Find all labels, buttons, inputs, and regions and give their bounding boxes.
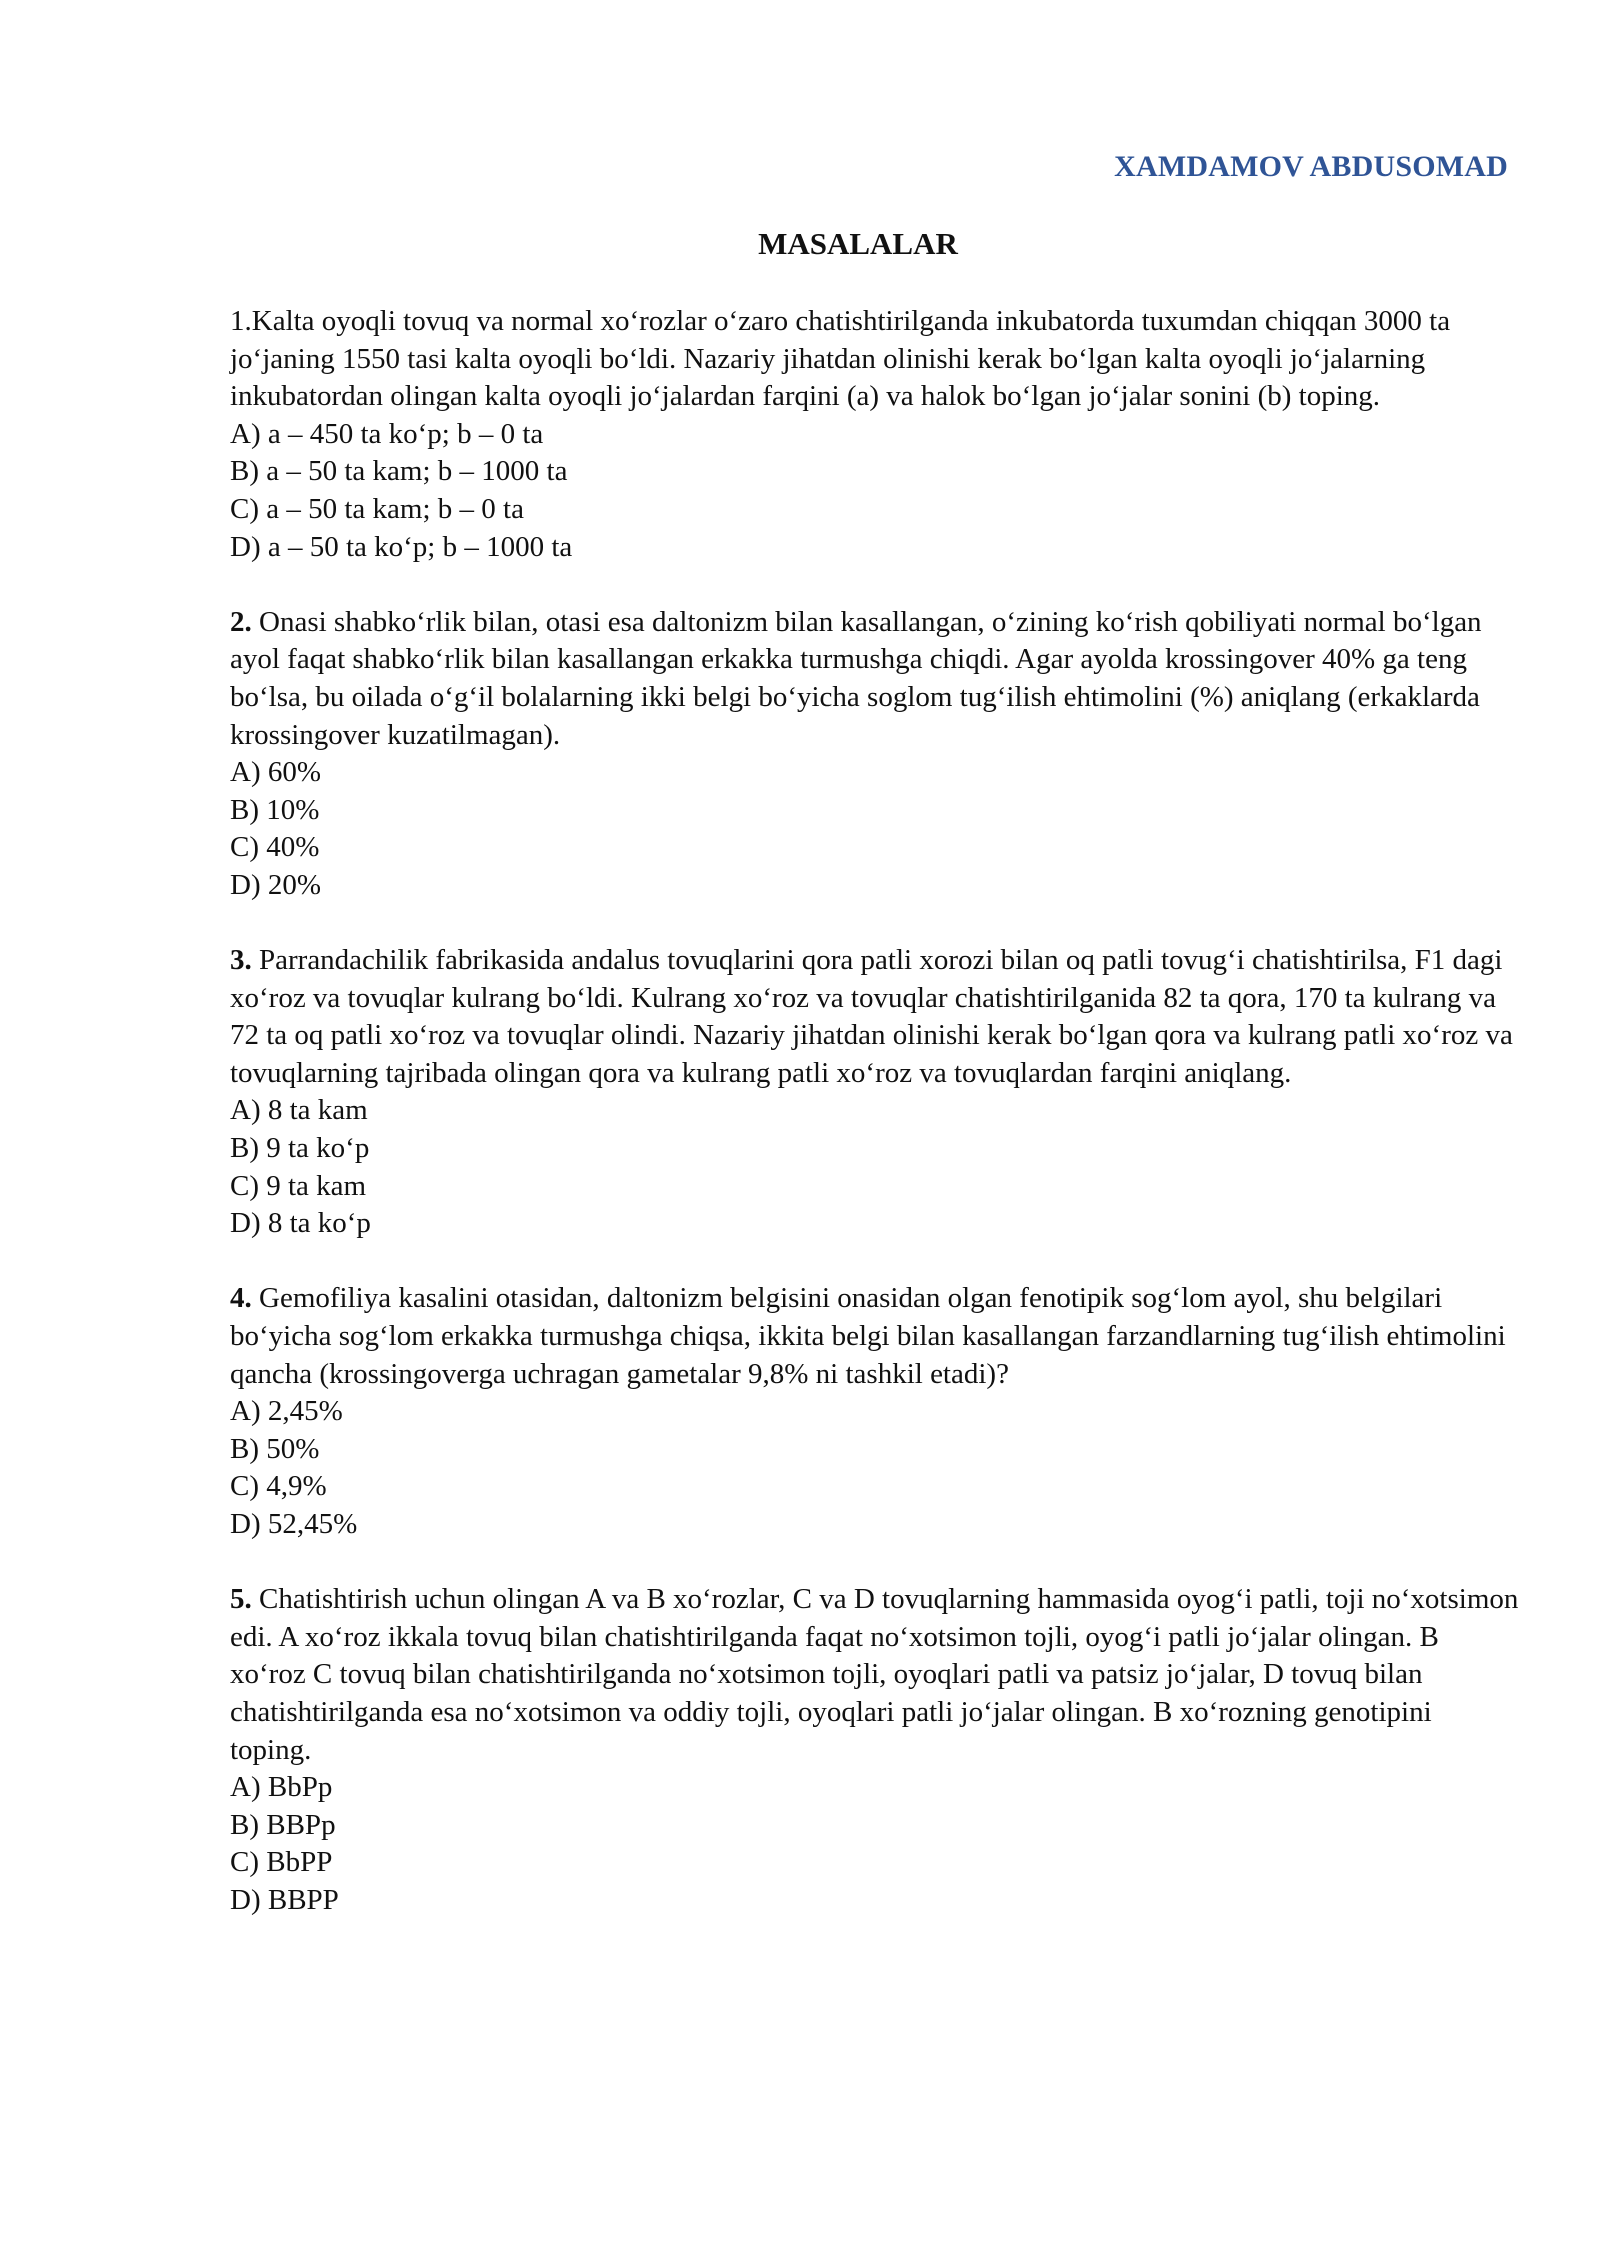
problem-1	[230, 303, 1520, 566]
answer-options	[230, 1092, 1520, 1242]
answer-option-a: A) 60%	[230, 756, 322, 789]
answer-option-b: B) a – 50 ta kam; b – 1000 ta	[230, 455, 568, 488]
answer-options	[230, 416, 1520, 566]
answer-option-a: A) a – 450 ta ko‘p; b – 0 ta	[230, 417, 544, 450]
answer-option-d: D) 8 ta ko‘p	[230, 1207, 371, 1240]
answer-option-c: C) 40%	[230, 831, 320, 864]
problem-question	[230, 1581, 1520, 1769]
problem-3	[230, 942, 1520, 1243]
problem-text: Gemofiliya kasalini otasidan, daltonizm belgisini onasidan olgan fenotipik sog‘lom ayol, shu belgilari bo‘yicha sog‘lom erkakka turmushga chiqsa, ikkita belgi bilan kasallangan farzandlarning tug‘ilish ehtimolini qancha (krossingoverga uchragan gametalar 9,8% ni tashkil etadi)?	[230, 1282, 1506, 1390]
answer-option-d: D) a – 50 ta ko‘p; b – 1000 ta	[230, 530, 573, 563]
problem-text: Kalta oyoqli tovuq va normal xo‘rozlar o‘zaro chatishtirilganda inkubatorda tuxumdan chiqqan 3000 ta jo‘janing 1550 tasi kalta oyoqli bo‘ldi. Nazariy jihatdan olinishi kerak bo‘lgan kalta oyoqli jo‘jalarning inkubatordan olingan kalta oyoqli jo‘jalardan farqini (a) va halok bo‘lgan jo‘jalar sonini (b) toping.	[230, 305, 1451, 413]
answer-option-c: C) a – 50 ta kam; b – 0 ta	[230, 492, 524, 525]
answer-option-c: C) 9 ta kam	[230, 1169, 367, 1202]
answer-option-d: D) BBPP	[230, 1883, 339, 1916]
problem-number: 3.	[230, 944, 252, 977]
problem-5	[230, 1581, 1520, 1919]
problem-number: 4.	[230, 1282, 252, 1315]
answer-option-a: A) 2,45%	[230, 1395, 343, 1428]
problem-question	[230, 1280, 1520, 1393]
problem-text: Parrandachilik fabrikasida andalus tovuqlarini qora patli xorozi bilan oq patli tovug‘i chatishtirilsa, F1 dagi xo‘roz va tovuqlar kulrang bo‘ldi. Kulrang xo‘roz va tovuqlar chatishtirilganida 82 ta qora, 170 ta kulrang va 72 ta oq patli xo‘roz va tovuqlar olindi. Nazariy jihatdan olinishi kerak bo‘lgan qora va kulrang patli xo‘roz va tovuqlarning tajribada olingan qora va kulrang patli xo‘roz va tovuqlardan farqini aniqlang.	[230, 944, 1513, 1089]
answer-option-a: A) 8 ta kam	[230, 1094, 368, 1127]
answer-option-d: D) 20%	[230, 868, 322, 901]
problem-number: 5.	[230, 1583, 252, 1616]
problems-list	[230, 303, 1520, 1957]
problem-text: Onasi shabko‘rlik bilan, otasi esa daltonizm bilan kasallangan, o‘zining ko‘rish qobiliyati normal bo‘lgan ayol faqat shabko‘rlik bilan kasallangan erkakka turmushga chiqdi. Agar ayolda krossingover 40% ga teng bo‘lsa, bu oilada o‘g‘il bolalarning ikki belgi bo‘yicha soglom tug‘ilish ehtimolini (%) aniqlang (erkaklarda krossingover kuzatilmagan).	[230, 605, 1482, 751]
problem-text: Chatishtirish uchun olingan A va B xo‘rozlar, C va D tovuqlarning hammasida oyog‘i patli, toji no‘xotsimon edi. A xo‘roz ikkala tovuq bilan chatishtirilganda faqat no‘xotsimon tojli, oyog‘i patli jo‘jalar olingan. B xo‘roz C tovuq bilan chatishtirilganda no‘xotsimon tojli, oyoqlari patli va patsiz jo‘jalar, D tovuq bilan chatishtirilganda esa no‘xotsimon va oddiy tojli, oyoqlari patli jo‘jalar olingan. B xo‘rozning genotipini toping.	[230, 1583, 1519, 1766]
answer-option-a: A) BbPp	[230, 1771, 333, 1804]
problem-number: 1.	[230, 305, 252, 337]
answer-options	[230, 754, 1520, 904]
answer-option-b: B) 9 ta ko‘p	[230, 1132, 370, 1165]
answer-option-d: D) 52,45%	[230, 1508, 358, 1540]
answer-option-c: C) 4,9%	[230, 1470, 327, 1503]
problem-question	[230, 942, 1520, 1092]
author-name: XAMDAMOV ABDUSOMAD	[1114, 150, 1508, 183]
answer-option-b: B) BBPp	[230, 1808, 336, 1841]
answer-options	[230, 1769, 1520, 1919]
answer-options	[230, 1393, 1520, 1543]
problem-2	[230, 604, 1520, 905]
problem-question	[230, 604, 1520, 754]
answer-option-b: B) 10%	[230, 793, 320, 826]
problem-4	[230, 1280, 1520, 1543]
page-title: MASALALAR	[758, 226, 958, 261]
problem-number: 2.	[230, 605, 252, 638]
problem-question	[230, 303, 1520, 416]
answer-option-c: C) BbPP	[230, 1846, 333, 1879]
answer-option-b: B) 50%	[230, 1432, 320, 1465]
